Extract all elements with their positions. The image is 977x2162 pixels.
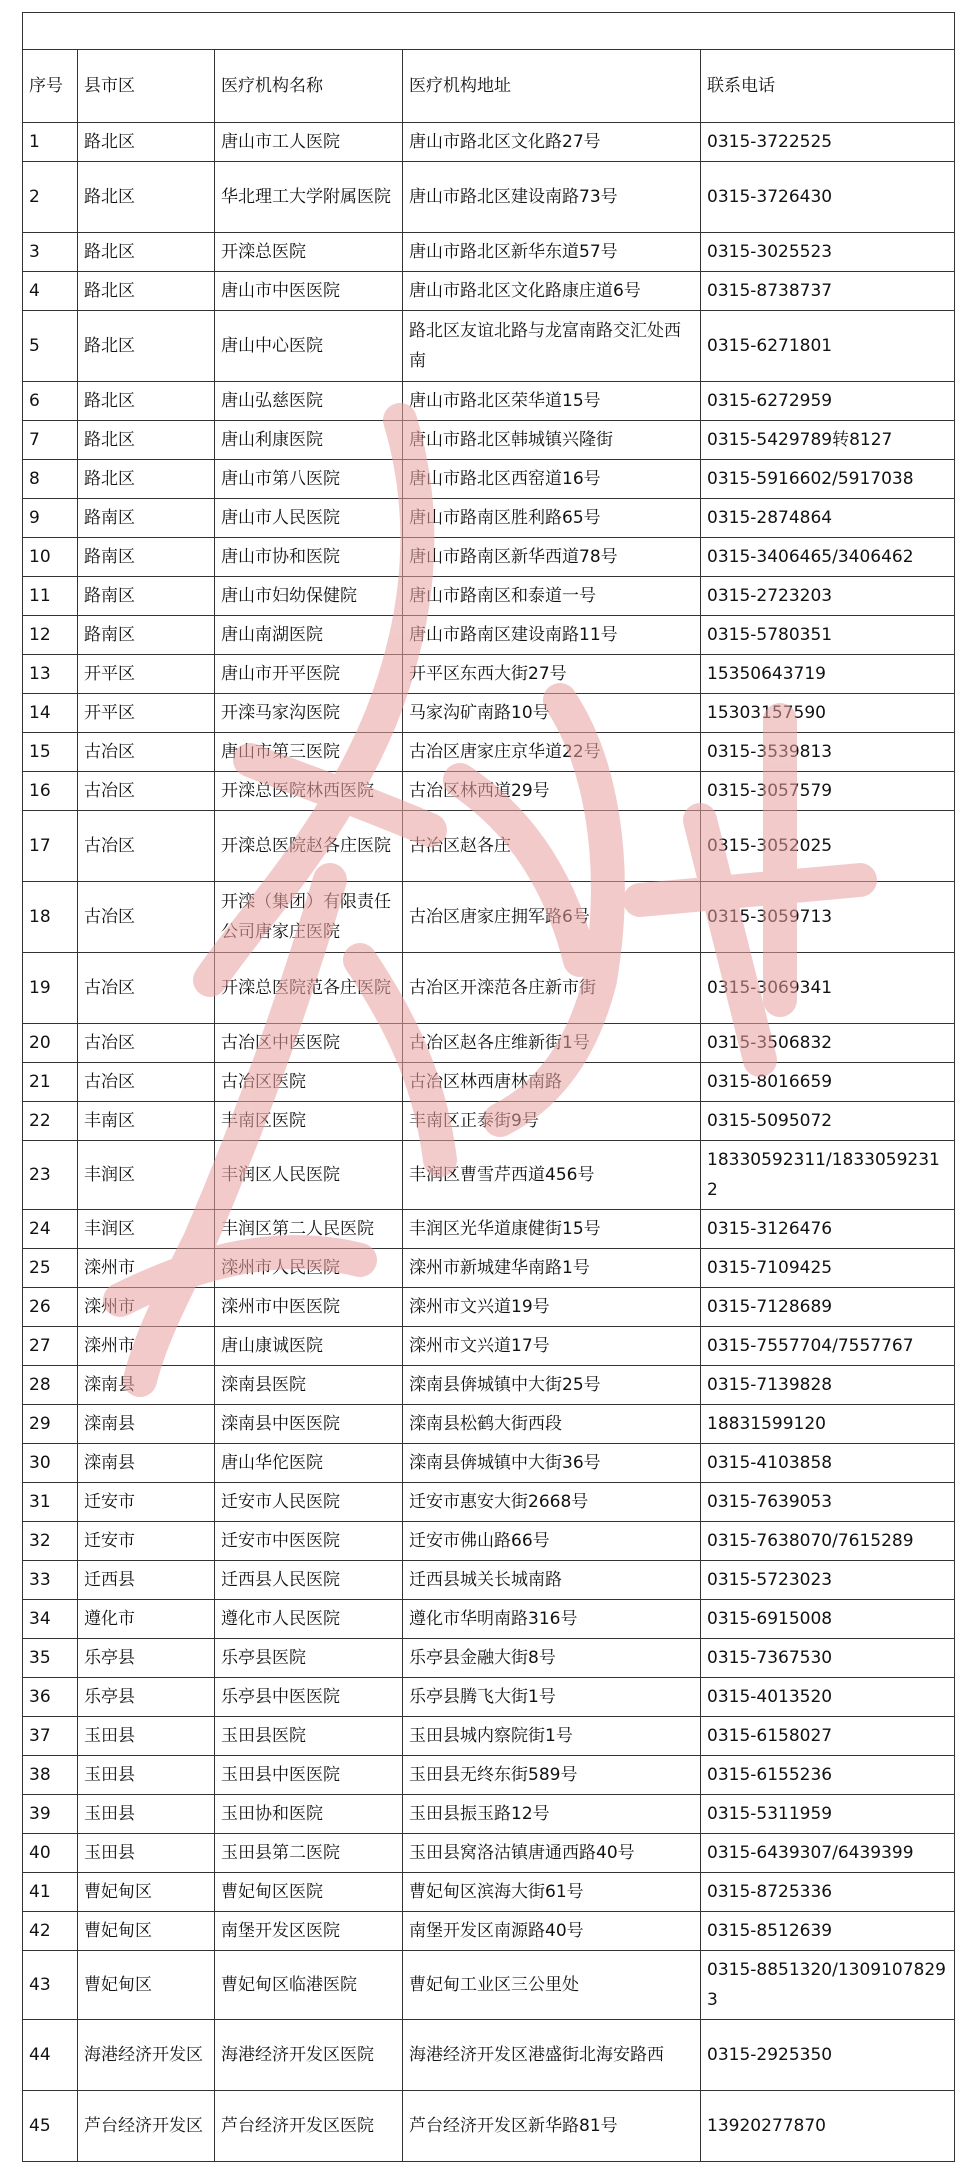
cell-district: 玉田县 (78, 1717, 215, 1756)
cell-seq: 40 (23, 1834, 78, 1873)
cell-district: 玉田县 (78, 1795, 215, 1834)
table-row (23, 1483, 955, 1522)
cell-address: 唐山市路南区新华西道78号 (403, 538, 701, 577)
cell-address: 玉田县城内察院街1号 (403, 1717, 701, 1756)
header-seq: 序号 (23, 50, 78, 123)
cell-district: 路北区 (78, 421, 215, 460)
cell-institution: 唐山市中医医院 (215, 272, 403, 311)
cell-district: 滦州市 (78, 1288, 215, 1327)
cell-institution: 唐山市协和医院 (215, 538, 403, 577)
table-row (23, 655, 955, 694)
cell-district: 滦州市 (78, 1327, 215, 1366)
table-row (23, 1522, 955, 1561)
cell-seq: 18 (23, 882, 78, 953)
cell-district: 古冶区 (78, 733, 215, 772)
cell-phone: 0315-3126476 (701, 1210, 955, 1249)
cell-institution: 唐山中心医院 (215, 311, 403, 382)
cell-institution: 开滦总医院赵各庄医院 (215, 811, 403, 882)
cell-seq: 8 (23, 460, 78, 499)
cell-phone: 0315-3025523 (701, 233, 955, 272)
table-row (23, 577, 955, 616)
cell-address: 丰润区光华道康健街15号 (403, 1210, 701, 1249)
cell-address: 丰南区正泰街9号 (403, 1102, 701, 1141)
cell-phone: 0315-6272959 (701, 382, 955, 421)
table-header-row (23, 50, 955, 123)
cell-phone: 0315-5429789转8127 (701, 421, 955, 460)
cell-phone: 0315-5095072 (701, 1102, 955, 1141)
cell-phone: 0315-7557704/7557767 (701, 1327, 955, 1366)
cell-district: 玉田县 (78, 1756, 215, 1795)
cell-seq: 5 (23, 311, 78, 382)
cell-seq: 25 (23, 1249, 78, 1288)
header-phone: 联系电话 (701, 50, 955, 123)
cell-institution: 唐山华佗医院 (215, 1444, 403, 1483)
blank-cell (23, 13, 955, 50)
table-row (23, 1366, 955, 1405)
cell-phone: 0315-3722525 (701, 123, 955, 162)
cell-district: 芦台经济开发区 (78, 2091, 215, 2162)
cell-institution: 华北理工大学附属医院 (215, 162, 403, 233)
cell-phone: 0315-6158027 (701, 1717, 955, 1756)
cell-institution: 唐山市第八医院 (215, 460, 403, 499)
cell-phone: 0315-8851320/13091078293 (701, 1951, 955, 2020)
cell-seq: 41 (23, 1873, 78, 1912)
cell-institution: 唐山市开平医院 (215, 655, 403, 694)
table-row (23, 1444, 955, 1483)
cell-address: 唐山市路南区建设南路11号 (403, 616, 701, 655)
cell-phone: 0315-3726430 (701, 162, 955, 233)
cell-institution: 乐亭县医院 (215, 1639, 403, 1678)
cell-address: 唐山市路北区文化路27号 (403, 123, 701, 162)
cell-institution: 曹妃甸区医院 (215, 1873, 403, 1912)
cell-phone: 0315-3069341 (701, 953, 955, 1024)
cell-phone: 0315-3539813 (701, 733, 955, 772)
cell-phone: 13920277870 (701, 2091, 955, 2162)
table-row (23, 694, 955, 733)
cell-address: 路北区友谊北路与龙富南路交汇处西南 (403, 311, 701, 382)
cell-address: 唐山市路北区西窑道16号 (403, 460, 701, 499)
cell-phone: 0315-6915008 (701, 1600, 955, 1639)
cell-address: 唐山市路南区和泰道一号 (403, 577, 701, 616)
cell-institution: 唐山康诚医院 (215, 1327, 403, 1366)
cell-seq: 17 (23, 811, 78, 882)
table-row (23, 1756, 955, 1795)
cell-institution: 滦南县医院 (215, 1366, 403, 1405)
cell-address: 开平区东西大街27号 (403, 655, 701, 694)
cell-phone: 0315-4103858 (701, 1444, 955, 1483)
cell-district: 古冶区 (78, 882, 215, 953)
table-row (23, 1639, 955, 1678)
cell-institution: 玉田县中医医院 (215, 1756, 403, 1795)
cell-phone: 0315-5916602/5917038 (701, 460, 955, 499)
cell-district: 路北区 (78, 311, 215, 382)
cell-district: 曹妃甸区 (78, 1873, 215, 1912)
cell-phone: 15350643719 (701, 655, 955, 694)
cell-district: 路北区 (78, 162, 215, 233)
table-row (23, 2020, 955, 2091)
cell-institution: 唐山利康医院 (215, 421, 403, 460)
cell-seq: 1 (23, 123, 78, 162)
cell-phone: 0315-7638070/7615289 (701, 1522, 955, 1561)
table-row (23, 2091, 955, 2162)
cell-phone: 0315-2723203 (701, 577, 955, 616)
cell-district: 滦南县 (78, 1444, 215, 1483)
table-row (23, 311, 955, 382)
cell-phone: 0315-7139828 (701, 1366, 955, 1405)
cell-seq: 20 (23, 1024, 78, 1063)
cell-district: 路北区 (78, 123, 215, 162)
cell-address: 滦南县倴城镇中大街25号 (403, 1366, 701, 1405)
cell-seq: 44 (23, 2020, 78, 2091)
cell-address: 玉田县无终东街589号 (403, 1756, 701, 1795)
cell-institution: 唐山弘慈医院 (215, 382, 403, 421)
cell-institution: 迁安市人民医院 (215, 1483, 403, 1522)
cell-address: 古冶区唐家庄拥军路6号 (403, 882, 701, 953)
cell-district: 玉田县 (78, 1834, 215, 1873)
cell-address: 曹妃甸工业区三公里处 (403, 1951, 701, 2020)
cell-phone: 0315-8725336 (701, 1873, 955, 1912)
cell-address: 迁安市佛山路66号 (403, 1522, 701, 1561)
cell-address: 南堡开发区南源路40号 (403, 1912, 701, 1951)
cell-seq: 11 (23, 577, 78, 616)
cell-district: 路北区 (78, 272, 215, 311)
cell-address: 滦南县倴城镇中大街36号 (403, 1444, 701, 1483)
cell-address: 迁西县城关长城南路 (403, 1561, 701, 1600)
cell-seq: 43 (23, 1951, 78, 2020)
table-row (23, 272, 955, 311)
cell-district: 路南区 (78, 499, 215, 538)
cell-seq: 33 (23, 1561, 78, 1600)
cell-district: 古冶区 (78, 953, 215, 1024)
cell-seq: 31 (23, 1483, 78, 1522)
cell-seq: 35 (23, 1639, 78, 1678)
table-row (23, 123, 955, 162)
cell-seq: 28 (23, 1366, 78, 1405)
cell-district: 路南区 (78, 616, 215, 655)
table-row (23, 1561, 955, 1600)
cell-phone: 0315-8738737 (701, 272, 955, 311)
table-row (23, 1063, 955, 1102)
cell-address: 唐山市路北区韩城镇兴隆街 (403, 421, 701, 460)
cell-institution: 开滦总医院范各庄医院 (215, 953, 403, 1024)
cell-seq: 37 (23, 1717, 78, 1756)
table-row (23, 1912, 955, 1951)
table-row (23, 1141, 955, 1210)
cell-address: 唐山市路北区建设南路73号 (403, 162, 701, 233)
cell-institution: 乐亭县中医医院 (215, 1678, 403, 1717)
cell-phone: 0315-3052025 (701, 811, 955, 882)
cell-district: 迁西县 (78, 1561, 215, 1600)
cell-institution: 曹妃甸区临港医院 (215, 1951, 403, 2020)
table-row (23, 772, 955, 811)
cell-seq: 13 (23, 655, 78, 694)
cell-phone: 0315-6155236 (701, 1756, 955, 1795)
cell-phone: 0315-3059713 (701, 882, 955, 953)
cell-seq: 9 (23, 499, 78, 538)
cell-phone: 0315-8016659 (701, 1063, 955, 1102)
cell-address: 古冶区林西唐林南路 (403, 1063, 701, 1102)
cell-district: 路北区 (78, 382, 215, 421)
cell-district: 古冶区 (78, 772, 215, 811)
cell-address: 遵化市华明南路316号 (403, 1600, 701, 1639)
cell-address: 滦南县松鹤大街西段 (403, 1405, 701, 1444)
cell-seq: 14 (23, 694, 78, 733)
header-district: 县市区 (78, 50, 215, 123)
cell-seq: 6 (23, 382, 78, 421)
cell-institution: 遵化市人民医院 (215, 1600, 403, 1639)
cell-address: 乐亭县腾飞大街1号 (403, 1678, 701, 1717)
cell-phone: 0315-6439307/6439399 (701, 1834, 955, 1873)
cell-seq: 3 (23, 233, 78, 272)
cell-address: 马家沟矿南路10号 (403, 694, 701, 733)
table-row (23, 1873, 955, 1912)
cell-institution: 玉田县医院 (215, 1717, 403, 1756)
cell-district: 古冶区 (78, 1024, 215, 1063)
cell-address: 唐山市路北区文化路康庄道6号 (403, 272, 701, 311)
cell-address: 滦州市文兴道17号 (403, 1327, 701, 1366)
cell-institution: 滦州市人民医院 (215, 1249, 403, 1288)
table-row (23, 1717, 955, 1756)
cell-seq: 16 (23, 772, 78, 811)
cell-phone: 0315-2874864 (701, 499, 955, 538)
cell-seq: 10 (23, 538, 78, 577)
cell-phone: 0315-3057579 (701, 772, 955, 811)
cell-address: 唐山市路南区胜利路65号 (403, 499, 701, 538)
cell-district: 海港经济开发区 (78, 2020, 215, 2091)
table-row (23, 1678, 955, 1717)
table-row (23, 1210, 955, 1249)
cell-address: 曹妃甸区滨海大街61号 (403, 1873, 701, 1912)
cell-phone: 0315-7128689 (701, 1288, 955, 1327)
cell-district: 迁安市 (78, 1483, 215, 1522)
table-row (23, 811, 955, 882)
cell-phone: 0315-6271801 (701, 311, 955, 382)
header-institution: 医疗机构名称 (215, 50, 403, 123)
table-top-blank-row (23, 13, 955, 50)
cell-address: 古冶区赵各庄 (403, 811, 701, 882)
cell-seq: 4 (23, 272, 78, 311)
cell-institution: 芦台经济开发区医院 (215, 2091, 403, 2162)
cell-address: 古冶区林西道29号 (403, 772, 701, 811)
table-row (23, 1327, 955, 1366)
cell-address: 玉田县窝洛沽镇唐通西路40号 (403, 1834, 701, 1873)
cell-phone: 0315-5723023 (701, 1561, 955, 1600)
cell-address: 芦台经济开发区新华路81号 (403, 2091, 701, 2162)
cell-district: 开平区 (78, 655, 215, 694)
cell-institution: 玉田协和医院 (215, 1795, 403, 1834)
cell-address: 海港经济开发区港盛街北海安路西 (403, 2020, 701, 2091)
table-row (23, 1288, 955, 1327)
cell-seq: 15 (23, 733, 78, 772)
cell-seq: 39 (23, 1795, 78, 1834)
table-row (23, 953, 955, 1024)
cell-district: 路北区 (78, 233, 215, 272)
cell-district: 滦南县 (78, 1405, 215, 1444)
cell-district: 乐亭县 (78, 1678, 215, 1717)
cell-seq: 22 (23, 1102, 78, 1141)
table-row (23, 460, 955, 499)
cell-institution: 开滦马家沟医院 (215, 694, 403, 733)
table-row (23, 233, 955, 272)
cell-district: 曹妃甸区 (78, 1912, 215, 1951)
cell-phone: 0315-3506832 (701, 1024, 955, 1063)
cell-seq: 24 (23, 1210, 78, 1249)
cell-phone: 0315-4013520 (701, 1678, 955, 1717)
table-row (23, 1795, 955, 1834)
cell-institution: 唐山市工人医院 (215, 123, 403, 162)
table-row (23, 421, 955, 460)
cell-phone: 0315-8512639 (701, 1912, 955, 1951)
cell-address: 迁安市惠安大街2668号 (403, 1483, 701, 1522)
cell-institution: 玉田县第二医院 (215, 1834, 403, 1873)
cell-institution: 丰润区第二人民医院 (215, 1210, 403, 1249)
cell-district: 丰润区 (78, 1210, 215, 1249)
table-row (23, 1405, 955, 1444)
cell-seq: 23 (23, 1141, 78, 1210)
cell-address: 唐山市路北区荣华道15号 (403, 382, 701, 421)
cell-seq: 19 (23, 953, 78, 1024)
cell-address: 乐亭县金融大街8号 (403, 1639, 701, 1678)
cell-phone: 18831599120 (701, 1405, 955, 1444)
cell-seq: 2 (23, 162, 78, 233)
cell-phone: 15303157590 (701, 694, 955, 733)
table-row (23, 1024, 955, 1063)
cell-seq: 32 (23, 1522, 78, 1561)
cell-phone: 18330592311/18330592312 (701, 1141, 955, 1210)
cell-district: 滦南县 (78, 1366, 215, 1405)
cell-phone: 0315-7109425 (701, 1249, 955, 1288)
cell-seq: 36 (23, 1678, 78, 1717)
cell-seq: 29 (23, 1405, 78, 1444)
cell-district: 滦州市 (78, 1249, 215, 1288)
header-address: 医疗机构地址 (403, 50, 701, 123)
cell-seq: 45 (23, 2091, 78, 2162)
table-row (23, 1600, 955, 1639)
table-row (23, 616, 955, 655)
cell-seq: 38 (23, 1756, 78, 1795)
cell-district: 乐亭县 (78, 1639, 215, 1678)
cell-district: 路南区 (78, 577, 215, 616)
cell-address: 玉田县振玉路12号 (403, 1795, 701, 1834)
cell-address: 古冶区唐家庄京华道22号 (403, 733, 701, 772)
cell-seq: 26 (23, 1288, 78, 1327)
cell-phone: 0315-2925350 (701, 2020, 955, 2091)
cell-institution: 滦州市中医医院 (215, 1288, 403, 1327)
cell-seq: 12 (23, 616, 78, 655)
table-row (23, 382, 955, 421)
cell-district: 路南区 (78, 538, 215, 577)
cell-address: 丰润区曹雪芹西道456号 (403, 1141, 701, 1210)
table-row (23, 499, 955, 538)
cell-district: 古冶区 (78, 811, 215, 882)
cell-institution: 丰润区人民医院 (215, 1141, 403, 1210)
cell-phone: 0315-7639053 (701, 1483, 955, 1522)
cell-address: 滦州市文兴道19号 (403, 1288, 701, 1327)
table-row (23, 1249, 955, 1288)
cell-institution: 唐山市妇幼保健院 (215, 577, 403, 616)
table-row (23, 538, 955, 577)
cell-institution: 迁西县人民医院 (215, 1561, 403, 1600)
cell-address: 古冶区开滦范各庄新市街 (403, 953, 701, 1024)
cell-address: 唐山市路北区新华东道57号 (403, 233, 701, 272)
cell-district: 迁安市 (78, 1522, 215, 1561)
cell-phone: 0315-7367530 (701, 1639, 955, 1678)
cell-seq: 30 (23, 1444, 78, 1483)
cell-seq: 21 (23, 1063, 78, 1102)
cell-address: 古冶区赵各庄维新街1号 (403, 1024, 701, 1063)
cell-institution: 南堡开发区医院 (215, 1912, 403, 1951)
cell-institution: 迁安市中医医院 (215, 1522, 403, 1561)
cell-seq: 7 (23, 421, 78, 460)
cell-district: 丰南区 (78, 1102, 215, 1141)
cell-phone: 0315-5311959 (701, 1795, 955, 1834)
cell-seq: 27 (23, 1327, 78, 1366)
cell-institution: 唐山市第三医院 (215, 733, 403, 772)
cell-phone: 0315-5780351 (701, 616, 955, 655)
cell-institution: 古冶区医院 (215, 1063, 403, 1102)
cell-phone: 0315-3406465/3406462 (701, 538, 955, 577)
cell-address: 滦州市新城建华南路1号 (403, 1249, 701, 1288)
cell-institution: 唐山市人民医院 (215, 499, 403, 538)
hospital-table (22, 12, 955, 2162)
cell-institution: 滦南县中医医院 (215, 1405, 403, 1444)
cell-seq: 34 (23, 1600, 78, 1639)
cell-institution: 开滦总医院 (215, 233, 403, 272)
cell-district: 曹妃甸区 (78, 1951, 215, 2020)
cell-institution: 古冶区中医医院 (215, 1024, 403, 1063)
table-row (23, 1102, 955, 1141)
table-row (23, 882, 955, 953)
table-row (23, 1951, 955, 2020)
document-sheet (22, 12, 954, 2136)
cell-institution: 开滦总医院林西医院 (215, 772, 403, 811)
cell-institution: 海港经济开发区医院 (215, 2020, 403, 2091)
cell-institution: 唐山南湖医院 (215, 616, 403, 655)
cell-district: 古冶区 (78, 1063, 215, 1102)
cell-institution: 开滦（集团）有限责任公司唐家庄医院 (215, 882, 403, 953)
table-row (23, 162, 955, 233)
cell-district: 开平区 (78, 694, 215, 733)
cell-seq: 42 (23, 1912, 78, 1951)
table-row (23, 733, 955, 772)
cell-district: 遵化市 (78, 1600, 215, 1639)
table-row (23, 1834, 955, 1873)
cell-district: 路北区 (78, 460, 215, 499)
cell-institution: 丰南区医院 (215, 1102, 403, 1141)
cell-district: 丰润区 (78, 1141, 215, 1210)
